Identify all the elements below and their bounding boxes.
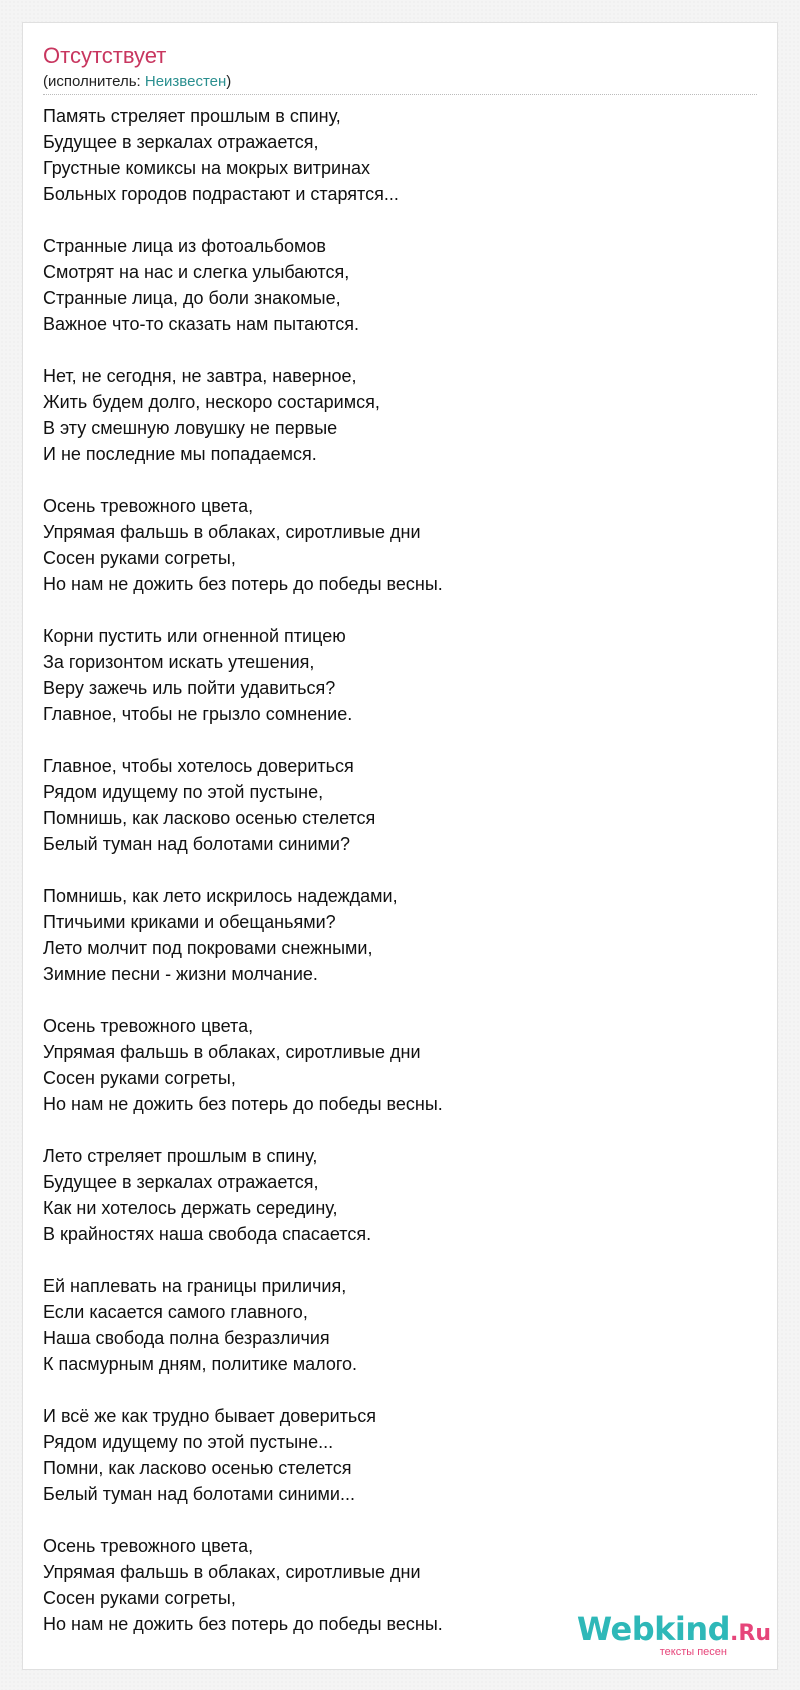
lyric-line: Главное, чтобы хотелось довериться: [43, 756, 354, 776]
lyric-line: Белый туман над болотами синими...: [43, 1484, 355, 1504]
lyric-line: И всё же как трудно бывает довериться: [43, 1406, 377, 1426]
lyric-line: Осень тревожного цвета,: [43, 496, 254, 516]
stanza: [43, 1143, 743, 1247]
lyric-line: Больных городов подрастают и старятся...: [43, 184, 399, 204]
lyric-line: Лето молчит под покровами снежными,: [43, 938, 373, 958]
lyric-line: Помнишь, как ласково осенью стелется: [43, 808, 376, 828]
lyric-line: Но нам не дожить без потерь до победы весны.: [43, 1614, 443, 1634]
stanza: [43, 883, 743, 987]
lyric-line: Зимние песни - жизни молчание.: [43, 964, 318, 984]
stanza: [43, 623, 743, 727]
stanza: [43, 103, 743, 207]
lyric-line: Нет, не сегодня, не завтра, наверное,: [43, 366, 357, 386]
lyric-line: Главное, чтобы не грызло сомнение.: [43, 704, 353, 724]
lyric-line: Осень тревожного цвета,: [43, 1536, 254, 1556]
lyric-line: В эту смешную ловушку не первые: [43, 418, 338, 438]
lyric-line: Рядом идущему по этой пустыне...: [43, 1432, 334, 1452]
lyric-line: Белый туман над болотами синими?: [43, 834, 350, 854]
lyrics-text: [43, 103, 743, 1663]
lyric-line: Важное что-то сказать нам пытаются.: [43, 314, 360, 334]
stanza: [43, 1403, 743, 1507]
lyrics-card: [22, 22, 778, 1670]
lyric-line: Как ни хотелось держать середину,: [43, 1198, 338, 1218]
lyric-line: За горизонтом искать утешения,: [43, 652, 315, 672]
lyric-line: Странные лица, до боли знакомые,: [43, 288, 341, 308]
lyric-line: Рядом идущему по этой пустыне,: [43, 782, 324, 802]
lyric-line: Упрямая фальшь в облаках, сиротливые дни: [43, 1562, 421, 1582]
lyric-line: Если касается самого главного,: [43, 1302, 308, 1322]
stanza: [43, 1013, 743, 1117]
site-logo[interactable]: [576, 1610, 771, 1661]
header-divider: [43, 94, 757, 95]
stanza: [43, 233, 743, 337]
lyric-line: Веру зажечь иль пойти удавиться?: [43, 678, 336, 698]
logo-name: Webkind: [576, 1610, 731, 1648]
artist-suffix: ): [226, 73, 232, 90]
lyric-line: Ей наплевать на границы приличия,: [43, 1276, 347, 1296]
lyric-line: К пасмурным дням, политике малого.: [43, 1354, 358, 1374]
song-title: Отсутствует: [43, 43, 167, 68]
artist-line: [43, 73, 231, 91]
lyric-line: Корни пустить или огненной птицею: [43, 626, 346, 646]
lyric-line: Упрямая фальшь в облаках, сиротливые дни: [43, 522, 421, 542]
lyric-line: Будущее в зеркалах отражается,: [43, 1172, 319, 1192]
logo-tld: .Ru: [730, 1621, 771, 1646]
lyric-line: Наша свобода полна безразличия: [43, 1328, 330, 1348]
lyric-line: Сосен руками согреты,: [43, 548, 236, 568]
lyric-line: Помнишь, как лето искрилось надеждами,: [43, 886, 398, 906]
lyric-line: Птичьими криками и обещаньями?: [43, 912, 336, 932]
lyric-line: Сосен руками согреты,: [43, 1588, 236, 1608]
lyric-line: Но нам не дожить без потерь до победы весны.: [43, 1094, 443, 1114]
lyric-line: Помни, как ласково осенью стелется: [43, 1458, 352, 1478]
lyric-line: Лето стреляет прошлым в спину,: [43, 1146, 318, 1166]
artist-prefix: (исполнитель:: [43, 73, 145, 90]
lyric-line: Грустные комиксы на мокрых витринах: [43, 158, 371, 178]
logo-tagline: тексты песен: [659, 1646, 727, 1658]
lyric-line: Будущее в зеркалах отражается,: [43, 132, 319, 152]
lyric-line: Странные лица из фотоальбомов: [43, 236, 326, 256]
lyric-line: Но нам не дожить без потерь до победы весны.: [43, 574, 443, 594]
stanza: [43, 753, 743, 857]
lyric-line: И не последние мы попадаемся.: [43, 444, 317, 464]
lyric-line: В крайностях наша свобода спасается.: [43, 1224, 372, 1244]
lyric-line: Сосен руками согреты,: [43, 1068, 236, 1088]
lyric-line: Смотрят на нас и слегка улыбаются,: [43, 262, 350, 282]
lyric-line: Осень тревожного цвета,: [43, 1016, 254, 1036]
lyric-line: Упрямая фальшь в облаках, сиротливые дни: [43, 1042, 421, 1062]
lyric-line: Жить будем долго, нескоро состаримся,: [43, 392, 380, 412]
lyric-line: Память стреляет прошлым в спину,: [43, 106, 341, 126]
stanza: [43, 1273, 743, 1377]
stanza: [43, 493, 743, 597]
stanza: [43, 363, 743, 467]
artist-link[interactable]: Неизвестен: [144, 73, 227, 90]
